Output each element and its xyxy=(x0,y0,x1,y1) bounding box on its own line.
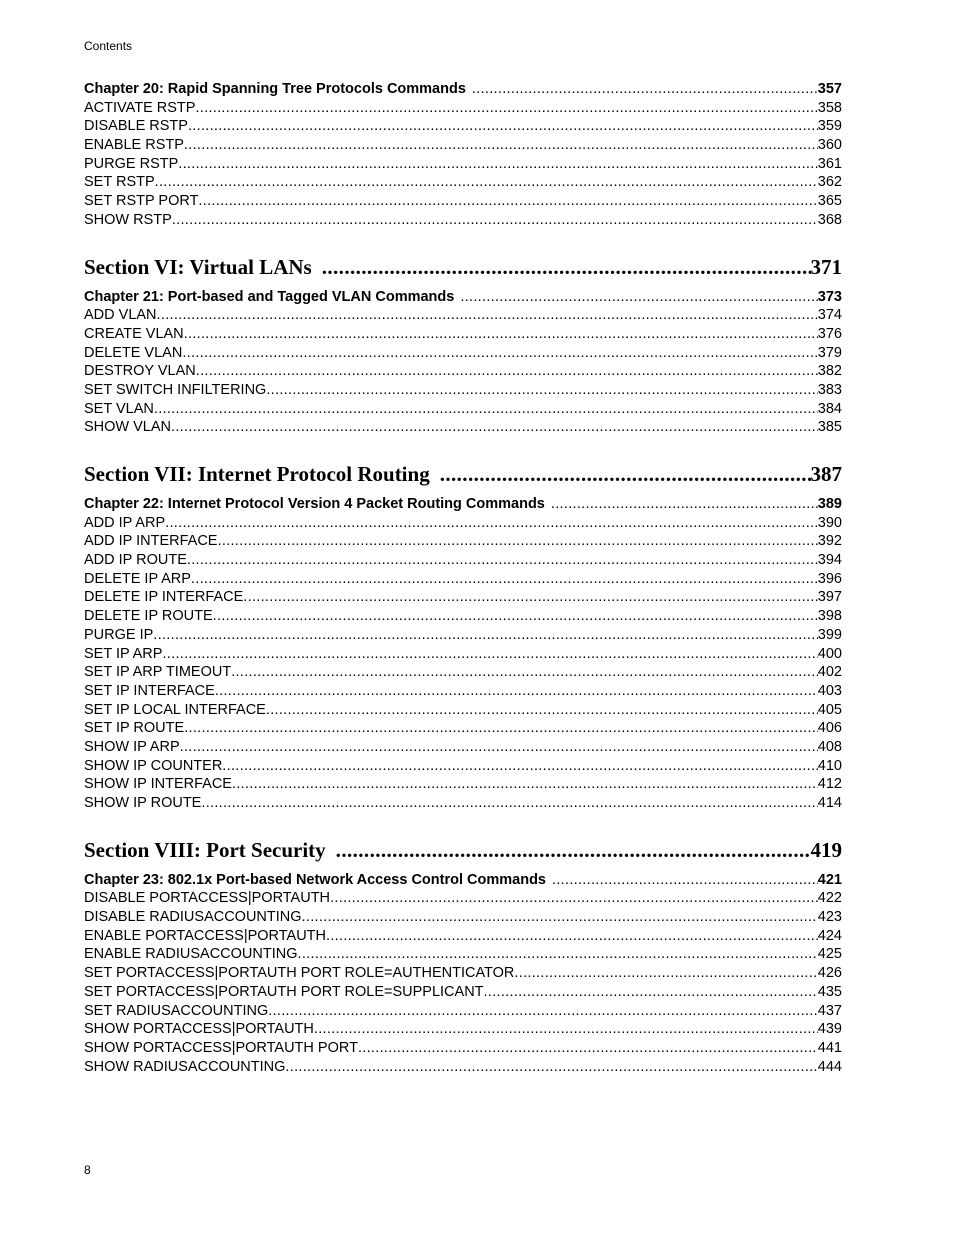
page-ref: 410 xyxy=(817,757,842,774)
page-ref: 365 xyxy=(817,193,842,210)
page-ref: 426 xyxy=(817,965,842,982)
dot-leader xyxy=(266,381,817,400)
toc-entry[interactable] xyxy=(84,757,842,776)
page-ref: 423 xyxy=(817,909,842,926)
page-ref: 362 xyxy=(817,174,842,191)
dot-leader xyxy=(484,983,818,1002)
chapter-title: Chapter 23: 802.1x Port-based Network Access Control Commands xyxy=(84,871,546,888)
entry-title: ADD VLAN xyxy=(84,307,157,324)
chapter-title: Chapter 20: Rapid Spanning Tree Protocols Commands xyxy=(84,81,466,97)
toc-section-7[interactable] xyxy=(84,459,842,489)
entry-title: SET IP LOCAL INTERFACE xyxy=(84,701,266,718)
dot-leader xyxy=(243,588,818,607)
toc-entry[interactable] xyxy=(84,1002,842,1021)
dot-leader xyxy=(232,775,818,794)
entry-title: SHOW PORTACCESS|PORTAUTH xyxy=(84,1021,314,1038)
dot-leader xyxy=(440,459,811,489)
table-of-contents xyxy=(84,80,842,1076)
toc-entry[interactable] xyxy=(84,719,842,738)
entry-title: PURGE RSTP xyxy=(84,155,179,172)
toc-entry[interactable] xyxy=(84,945,842,964)
page-ref: 368 xyxy=(817,211,842,228)
page-ref: 357 xyxy=(817,81,842,97)
toc-entry[interactable] xyxy=(84,889,842,908)
entry-title: DESTROY VLAN xyxy=(84,363,196,380)
chapter-title: Chapter 22: Internet Protocol Version 4 Packet Routing Commands xyxy=(84,496,545,512)
entry-title: SHOW PORTACCESS|PORTAUTH PORT xyxy=(84,1039,358,1056)
toc-entry[interactable] xyxy=(84,551,842,570)
page-ref: 373 xyxy=(817,288,842,305)
dot-leader xyxy=(213,607,818,626)
page-ref: 419 xyxy=(810,837,842,862)
page-ref: 435 xyxy=(817,983,842,1000)
entry-title: ENABLE RADIUSACCOUNTING xyxy=(84,946,298,963)
page-ref: 414 xyxy=(817,795,842,811)
dot-leader xyxy=(358,1039,818,1058)
entry-title: SHOW IP ARP xyxy=(84,738,180,755)
toc-entry[interactable] xyxy=(84,738,842,757)
page-ref: 444 xyxy=(817,1058,842,1075)
toc-entry[interactable] xyxy=(84,908,842,927)
entry-title: SHOW IP ROUTE xyxy=(84,795,202,811)
dot-leader xyxy=(157,306,818,325)
entry-title: SHOW VLAN xyxy=(84,419,172,436)
entry-title: ADD IP ROUTE xyxy=(84,552,187,569)
entry-title: DELETE IP ROUTE xyxy=(84,608,213,625)
dot-leader xyxy=(162,645,817,664)
dot-leader xyxy=(155,173,818,192)
toc-entry[interactable] xyxy=(84,325,842,344)
page-ref: 439 xyxy=(817,1021,842,1038)
dot-leader xyxy=(153,626,818,645)
toc-entry[interactable] xyxy=(84,532,842,551)
toc-chapter-22[interactable] xyxy=(84,495,842,514)
toc-entry[interactable] xyxy=(84,99,842,118)
dot-leader xyxy=(302,908,818,927)
toc-entry[interactable] xyxy=(84,794,842,813)
page-ref: 399 xyxy=(817,626,842,643)
toc-section-8[interactable] xyxy=(84,835,842,865)
entry-title: SET RSTP xyxy=(84,174,155,191)
toc-entry[interactable] xyxy=(84,117,842,136)
entry-title: DELETE IP INTERFACE xyxy=(84,589,244,606)
entry-title: DISABLE RADIUSACCOUNTING xyxy=(84,909,302,926)
toc-entry[interactable] xyxy=(84,400,842,419)
entry-title: SET IP ROUTE xyxy=(84,720,185,737)
entry-title: SHOW IP INTERFACE xyxy=(84,776,232,793)
page-ref: 402 xyxy=(817,664,842,681)
toc-entry[interactable] xyxy=(84,927,842,946)
page-ref: 403 xyxy=(817,682,842,699)
entry-title: SET PORTACCESS|PORTAUTH PORT ROLE=SUPPLICANT xyxy=(84,983,484,1000)
dot-leader xyxy=(552,871,818,890)
dot-leader xyxy=(285,1058,817,1077)
section-title: Section VI: Virtual LANs xyxy=(84,254,312,279)
dot-leader xyxy=(165,514,818,533)
entry-title: SHOW RADIUSACCOUNTING xyxy=(84,1058,286,1075)
toc-chapter-20[interactable] xyxy=(84,80,842,99)
page-ref: 396 xyxy=(817,570,842,587)
dot-leader xyxy=(180,738,818,757)
dot-leader xyxy=(196,362,818,381)
page-ref: 371 xyxy=(810,254,842,279)
page-ref: 412 xyxy=(817,776,842,793)
page-ref: 360 xyxy=(817,137,842,154)
entry-title: SET RSTP PORT xyxy=(84,193,199,210)
toc-chapter-21[interactable] xyxy=(84,288,842,307)
page-ref: 376 xyxy=(817,325,842,342)
dot-leader xyxy=(222,757,818,776)
page-ref: 383 xyxy=(817,381,842,398)
entry-title: SET IP INTERFACE xyxy=(84,682,215,699)
entry-title: SET SWITCH INFILTERING xyxy=(84,381,267,398)
dot-leader xyxy=(268,1002,818,1021)
dot-leader xyxy=(514,964,817,983)
page-ref: 390 xyxy=(817,514,842,531)
toc-entry[interactable] xyxy=(84,983,842,1002)
page-ref: 406 xyxy=(817,720,842,737)
toc-entry[interactable] xyxy=(84,775,842,794)
section-title: Section VIII: Port Security xyxy=(84,837,326,862)
page-ref: 441 xyxy=(817,1039,842,1056)
toc-entry[interactable] xyxy=(84,418,842,437)
toc-entry[interactable] xyxy=(84,136,842,155)
page-ref: 385 xyxy=(817,419,842,436)
chapter-title: Chapter 21: Port-based and Tagged VLAN Commands xyxy=(84,288,455,305)
toc-entry[interactable] xyxy=(84,362,842,381)
entry-title: SET IP ARP TIMEOUT xyxy=(84,664,232,681)
page-ref: 398 xyxy=(817,608,842,625)
section-title: Section VII: Internet Protocol Routing xyxy=(84,462,430,486)
dot-leader xyxy=(472,80,818,99)
dot-leader xyxy=(215,682,818,701)
page-ref: 358 xyxy=(817,99,842,116)
entry-title: DISABLE RSTP xyxy=(84,118,188,135)
dot-leader xyxy=(266,701,818,720)
entry-title: SET RADIUSACCOUNTING xyxy=(84,1002,269,1019)
dot-leader xyxy=(195,99,817,118)
page-ref: 421 xyxy=(817,871,842,888)
dot-leader xyxy=(171,418,818,437)
dot-leader xyxy=(322,252,811,282)
toc-section-6[interactable] xyxy=(84,252,842,282)
entry-title: ENABLE RSTP xyxy=(84,137,184,154)
dot-leader xyxy=(184,136,818,155)
toc-entry[interactable] xyxy=(84,607,842,626)
page-ref: 405 xyxy=(817,701,842,718)
page-ref: 379 xyxy=(817,344,842,361)
toc-entry[interactable] xyxy=(84,1020,842,1039)
dot-leader xyxy=(326,927,818,946)
dot-leader xyxy=(551,495,818,514)
dot-leader xyxy=(231,663,818,682)
dot-leader xyxy=(154,400,818,419)
entry-title: PURGE IP xyxy=(84,626,154,643)
page-ref: 359 xyxy=(817,118,842,135)
toc-entry[interactable] xyxy=(84,173,842,192)
page-ref: 374 xyxy=(817,307,842,324)
entry-title: SET PORTACCESS|PORTAUTH PORT ROLE=AUTHENTICATOR xyxy=(84,965,515,982)
entry-title: ACTIVATE RSTP xyxy=(84,99,196,116)
page-ref: 425 xyxy=(817,946,842,963)
page-ref: 384 xyxy=(817,400,842,417)
toc-entry[interactable] xyxy=(84,306,842,325)
dot-leader xyxy=(188,117,818,136)
toc-entry[interactable] xyxy=(84,1058,842,1077)
page-ref: 387 xyxy=(810,462,842,486)
dot-leader xyxy=(330,889,818,908)
entry-title: SHOW IP COUNTER xyxy=(84,757,223,774)
toc-entry[interactable] xyxy=(84,570,842,589)
toc-entry[interactable] xyxy=(84,514,842,533)
dot-leader xyxy=(314,1020,818,1039)
dot-leader xyxy=(460,288,817,307)
toc-entry[interactable] xyxy=(84,211,842,230)
page-ref: 437 xyxy=(817,1002,842,1019)
toc-entry[interactable] xyxy=(84,381,842,400)
dot-leader xyxy=(191,570,818,589)
page-ref: 361 xyxy=(817,155,842,172)
dot-leader xyxy=(182,344,817,363)
dot-leader xyxy=(201,794,817,813)
page-ref: 392 xyxy=(817,533,842,550)
dot-leader xyxy=(184,719,818,738)
dot-leader xyxy=(336,835,811,865)
toc-entry[interactable] xyxy=(84,626,842,645)
page-ref: 382 xyxy=(817,363,842,380)
page-ref: 424 xyxy=(817,927,842,944)
toc-entry[interactable] xyxy=(84,1039,842,1058)
dot-leader xyxy=(172,211,818,230)
dot-leader xyxy=(187,551,818,570)
toc-entry[interactable] xyxy=(84,663,842,682)
running-head: Contents xyxy=(84,39,133,53)
toc-entry[interactable] xyxy=(84,701,842,720)
page-ref: 400 xyxy=(817,645,842,662)
entry-title: DELETE IP ARP xyxy=(84,570,191,587)
entry-title: DISABLE PORTACCESS|PORTAUTH xyxy=(84,890,331,907)
page-ref: 408 xyxy=(817,738,842,755)
page-ref: 397 xyxy=(817,589,842,606)
entry-title: ENABLE PORTACCESS|PORTAUTH xyxy=(84,927,326,944)
entry-title: DELETE VLAN xyxy=(84,344,183,361)
page-ref: 394 xyxy=(817,552,842,569)
dot-leader xyxy=(178,155,818,174)
entry-title: SET IP ARP xyxy=(84,645,163,662)
page-number: 8 xyxy=(84,1163,91,1177)
dot-leader xyxy=(298,945,818,964)
entry-title: SHOW RSTP xyxy=(84,211,172,228)
entry-title: ADD IP INTERFACE xyxy=(84,533,218,550)
toc-entry[interactable] xyxy=(84,964,842,983)
page-ref: 422 xyxy=(817,890,842,907)
dot-leader xyxy=(217,532,817,551)
toc-entry[interactable] xyxy=(84,682,842,701)
toc-entry[interactable] xyxy=(84,155,842,174)
entry-title: SET VLAN xyxy=(84,400,154,417)
toc-entry[interactable] xyxy=(84,588,842,607)
toc-chapter-23[interactable] xyxy=(84,871,842,890)
entry-title: ADD IP ARP xyxy=(84,514,166,531)
toc-entry[interactable] xyxy=(84,344,842,363)
dot-leader xyxy=(184,325,818,344)
toc-entry[interactable] xyxy=(84,645,842,664)
page-ref: 389 xyxy=(817,496,842,512)
toc-entry[interactable] xyxy=(84,192,842,211)
entry-title: CREATE VLAN xyxy=(84,325,184,342)
dot-leader xyxy=(198,192,817,211)
